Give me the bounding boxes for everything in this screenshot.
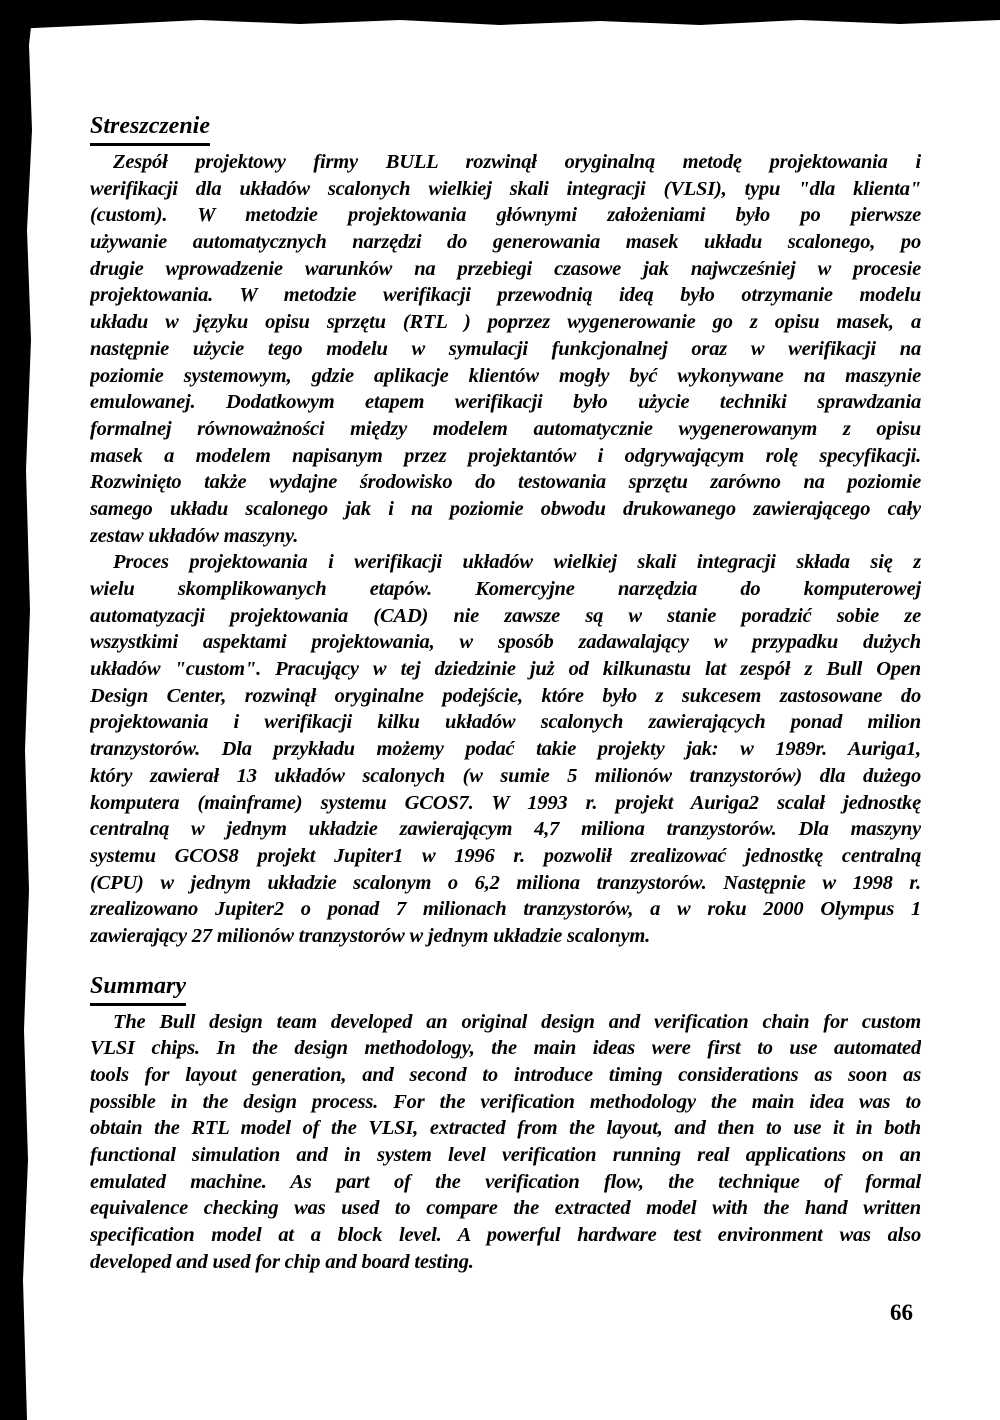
text-line: The Bull design team developed an original design and verification chain for custom xyxy=(113,1010,921,1033)
text-line: specification model at a block level. A powerful hardware test environment was also xyxy=(90,1224,921,1247)
section-heading-text: Streszczenie xyxy=(90,110,210,146)
text-line: obtain the RTL model of the VLSI, extracted from the layout, and then to use it in both xyxy=(90,1117,921,1140)
page-content xyxy=(90,110,921,1276)
text-line: developed and used for chip and board testing. xyxy=(90,1250,474,1273)
text-line: systemu GCOS8 projekt Jupiter1 w 1996 r. pozwolił zrealizować jednostkę centralną xyxy=(90,844,921,867)
paragraph xyxy=(90,149,921,549)
section-heading-summary xyxy=(90,970,921,1006)
text-line: functional simulation and in system level verification running real applications on an xyxy=(90,1144,921,1167)
section-heading-text: Summary xyxy=(90,970,186,1006)
text-line: poziomie systemowym, gdzie aplikacje klientów mogły być wykonywane na maszynie xyxy=(90,364,921,387)
scan-border-left xyxy=(0,0,34,1420)
text-line: komputera (mainframe) systemu GCOS7. W 1993 r. projekt Auriga2 scalał jednostkę xyxy=(90,791,921,814)
text-line: (CPU) w jednym układzie scalonym o 6,2 miliona tranzystorów. Następnie w 1998 r. xyxy=(90,871,921,894)
text-line: wielu skomplikowanych etapów. Komercyjne narzędzia do komputerowej xyxy=(90,578,921,600)
text-line: projektowania i werifikacji kilku układów scalonych zawierających ponad milion xyxy=(90,711,921,734)
text-line: masek a modelem napisanym przez projektantów i odgrywającym rolę specyfikacji. xyxy=(90,444,921,467)
text-line: układu w języku opisu sprzętu (RTL ) poprzez wygenerowanie go z opisu masek, a xyxy=(90,311,921,334)
text-line: projektowania. W metodzie werifikacji przewodnią ideą było otrzymanie modelu xyxy=(90,284,921,307)
text-line: (custom). W metodzie projektowania głównymi założeniami było po pierwsze xyxy=(90,204,921,227)
text-line: samego układu scalonego jak i na poziomie obwodu drukowanego zawierającego cały xyxy=(90,497,921,520)
text-line: wszystkimi aspektami projektowania, w sposób zadawalający w przypadku dużych xyxy=(90,631,921,654)
text-line: używanie automatycznych narzędzi do generowania masek układu scalonego, po xyxy=(90,231,921,254)
text-line: possible in the design process. For the verification methodology the main idea was to xyxy=(90,1090,921,1113)
text-line: zrealizowano Jupiter2 o ponad 7 milionach tranzystorów, a w roku 2000 Olympus 1 xyxy=(90,898,921,921)
text-line: który zawierał 13 układów scalonych (w sumie 5 milionów tranzystorów) dla dużego xyxy=(90,764,921,787)
text-line: VLSI chips. In the design methodology, the main ideas were first to use automated xyxy=(90,1037,921,1060)
text-line: formalnej równoważności między modelem automatycznie wygenerowanym z opisu xyxy=(90,417,921,440)
text-line: werifikacji dla układów scalonych wielkiej skali integracji (VLSI), typu "dla klienta" xyxy=(90,177,921,200)
text-line: centralną w jednym układzie zawierającym 4,7 miliona tranzystorów. Dla maszyny xyxy=(90,818,921,841)
section-heading-streszczenie xyxy=(90,110,921,146)
text-line: Proces projektowania i werifikacji układów wielkiej skali integracji składa się z xyxy=(113,551,921,574)
text-line: drugie wprowadzenie warunków na przebiegi czasowe jak najwcześniej w procesie xyxy=(90,257,921,280)
text-line: emulowanej. Dodatkowym etapem werifikacji było użycie techniki sprawdzania xyxy=(90,391,921,414)
text-line: automatyzacji projektowania (CAD) nie zawsze są w stanie poradzić sobie ze xyxy=(90,604,921,627)
text-line: Design Center, rozwinął oryginalne podejście, które było z sukcesem zastosowane do xyxy=(90,684,921,707)
paragraph xyxy=(90,1009,921,1276)
paragraph xyxy=(90,549,921,949)
text-line: zestaw układów maszyny. xyxy=(90,524,299,547)
text-line: układów "custom". Pracujący w tej dziedzinie już od kilkunastu lat zespół z Bull Open xyxy=(90,658,921,681)
page-number: 66 xyxy=(890,1300,913,1325)
text-line: zawierający 27 milionów tranzystorów w jednym układzie scalonym. xyxy=(90,924,651,947)
scan-border-top xyxy=(0,0,1000,30)
text-line: emulated machine. As part of the verification flow, the technique of formal xyxy=(90,1170,921,1193)
text-line: Zespół projektowy firmy BULL rozwinął oryginalną metodę projektowania i xyxy=(113,151,921,173)
text-line: tools for layout generation, and second to introduce timing considerations as soon as xyxy=(90,1064,921,1086)
text-line: equivalence checking was used to compare the extracted model with the hand written xyxy=(90,1197,921,1220)
text-line: Rozwinięto także wydajne środowisko do testowania sprzętu zarówno na poziomie xyxy=(90,471,921,494)
text-line: tranzystorów. Dla przykładu możemy podać takie projekty jak: w 1989r. Auriga1, xyxy=(90,738,921,761)
text-line: następnie użycie tego modelu w symulacji funkcjonalnej oraz w werifikacji na xyxy=(90,337,921,360)
